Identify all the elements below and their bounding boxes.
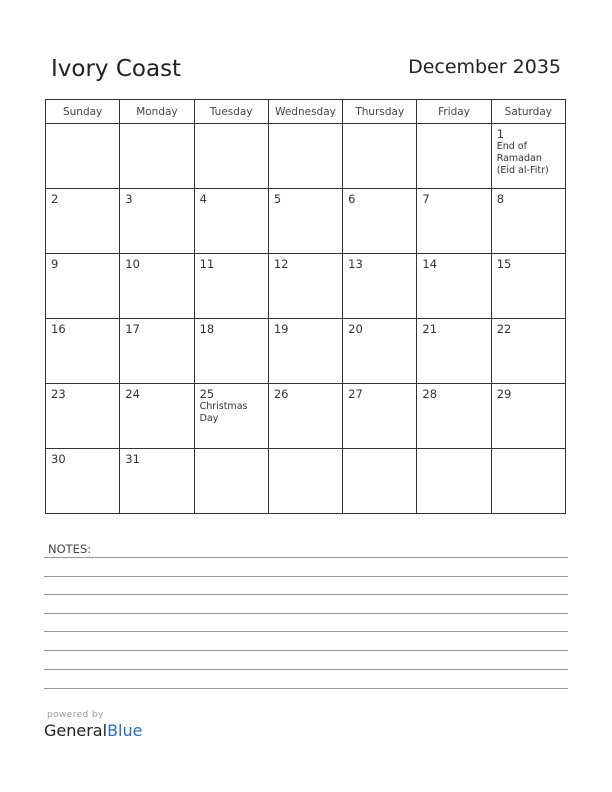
calendar-day-cell — [491, 189, 565, 254]
day-number: 5 — [273, 192, 282, 206]
brand-logo — [44, 721, 142, 740]
calendar-day-cell — [194, 449, 268, 514]
calendar-day-cell — [120, 384, 194, 449]
calendar-week-row — [46, 319, 566, 384]
notes-line — [44, 688, 568, 689]
country-title: Ivory Coast — [51, 56, 182, 82]
day-number: 28 — [422, 387, 438, 401]
weekday-wednesday: Wednesday — [268, 100, 342, 124]
day-number: 14 — [422, 257, 438, 271]
day-number: 31 — [125, 452, 140, 466]
calendar-day-cell — [343, 189, 417, 254]
calendar-day-cell — [343, 449, 417, 514]
day-number: 12 — [273, 257, 289, 271]
day-number: 13 — [348, 257, 363, 271]
calendar-day-cell — [268, 189, 342, 254]
notes-line — [44, 669, 568, 670]
calendar-day-cell — [491, 449, 565, 514]
calendar-day-cell — [417, 319, 491, 384]
calendar-day-cell — [268, 449, 342, 514]
day-number: 8 — [496, 192, 505, 206]
weekday-monday: Monday — [120, 100, 194, 124]
day-number: 2 — [51, 192, 59, 206]
calendar-day-cell — [120, 319, 194, 384]
powered-by-text: powered by — [47, 710, 104, 720]
day-number: 15 — [496, 257, 512, 271]
calendar-day-cell — [46, 319, 120, 384]
calendar-day-cell — [491, 384, 565, 449]
month-title: December 2035 — [408, 56, 561, 78]
day-number: 18 — [199, 322, 215, 336]
notes-line — [44, 613, 568, 614]
brand-blue: Blue — [107, 721, 143, 740]
calendar-day-cell — [194, 124, 268, 189]
calendar-week-row — [46, 189, 566, 254]
calendar-day-cell — [491, 124, 565, 189]
day-number: 17 — [125, 322, 140, 336]
day-number: 22 — [496, 322, 512, 336]
day-number: 3 — [125, 192, 133, 206]
notes-line — [44, 576, 568, 577]
calendar-grid — [45, 99, 566, 514]
notes-line — [44, 594, 568, 595]
calendar-week-row — [46, 384, 566, 449]
calendar-week-row — [46, 124, 566, 189]
calendar-day-cell — [343, 319, 417, 384]
calendar-day-cell — [268, 124, 342, 189]
day-number: 24 — [125, 387, 140, 401]
calendar-day-cell — [417, 384, 491, 449]
day-number: 29 — [496, 387, 512, 401]
calendar-week-row — [46, 254, 566, 319]
calendar-day-cell — [268, 319, 342, 384]
calendar-day-cell — [194, 384, 268, 449]
notes-line — [44, 557, 568, 558]
calendar-day-cell — [120, 449, 194, 514]
day-number: 4 — [199, 192, 207, 206]
day-number: 23 — [51, 387, 66, 401]
day-number: 11 — [199, 257, 215, 271]
calendar-day-cell — [343, 254, 417, 319]
weekday-sunday: Sunday — [46, 100, 120, 124]
weekday-thursday: Thursday — [343, 100, 417, 124]
brand-general: General — [44, 721, 108, 740]
calendar-day-cell — [46, 449, 120, 514]
day-number: 7 — [422, 192, 430, 206]
calendar-day-cell — [120, 254, 194, 319]
notes-line — [44, 631, 568, 632]
day-number: 20 — [348, 322, 363, 336]
calendar-day-cell — [491, 254, 565, 319]
weekday-header-row — [46, 100, 566, 124]
holiday-label: Christmas Day — [199, 401, 248, 424]
calendar-week-row — [46, 449, 566, 514]
weekday-saturday: Saturday — [491, 100, 565, 124]
day-number: 1 — [496, 127, 505, 141]
day-number: 19 — [273, 322, 289, 336]
weekday-friday: Friday — [417, 100, 491, 124]
day-number: 6 — [348, 192, 356, 206]
calendar-day-cell — [417, 254, 491, 319]
day-number: 16 — [51, 322, 66, 336]
day-number: 21 — [422, 322, 438, 336]
calendar-day-cell — [417, 189, 491, 254]
calendar-day-cell — [417, 124, 491, 189]
calendar-day-cell — [120, 124, 194, 189]
weekday-tuesday: Tuesday — [194, 100, 268, 124]
calendar-day-cell — [194, 189, 268, 254]
calendar-day-cell — [343, 384, 417, 449]
day-number: 9 — [51, 257, 59, 271]
calendar-day-cell — [194, 254, 268, 319]
day-number: 30 — [51, 452, 66, 466]
notes-label: NOTES: — [48, 542, 92, 556]
calendar-day-cell — [46, 384, 120, 449]
calendar-day-cell — [46, 254, 120, 319]
calendar-day-cell — [268, 254, 342, 319]
day-number: 26 — [273, 387, 289, 401]
calendar-day-cell — [120, 189, 194, 254]
calendar-day-cell — [194, 319, 268, 384]
day-number: 27 — [348, 387, 363, 401]
notes-line — [44, 650, 568, 651]
calendar-day-cell — [343, 124, 417, 189]
calendar-day-cell — [491, 319, 565, 384]
day-number: 10 — [125, 257, 140, 271]
holiday-label: End of Ramadan (Eid al-Fitr) — [496, 141, 549, 176]
calendar-day-cell — [268, 384, 342, 449]
calendar-day-cell — [417, 449, 491, 514]
calendar-day-cell — [46, 124, 120, 189]
day-number: 25 — [199, 387, 215, 401]
calendar-day-cell — [46, 189, 120, 254]
